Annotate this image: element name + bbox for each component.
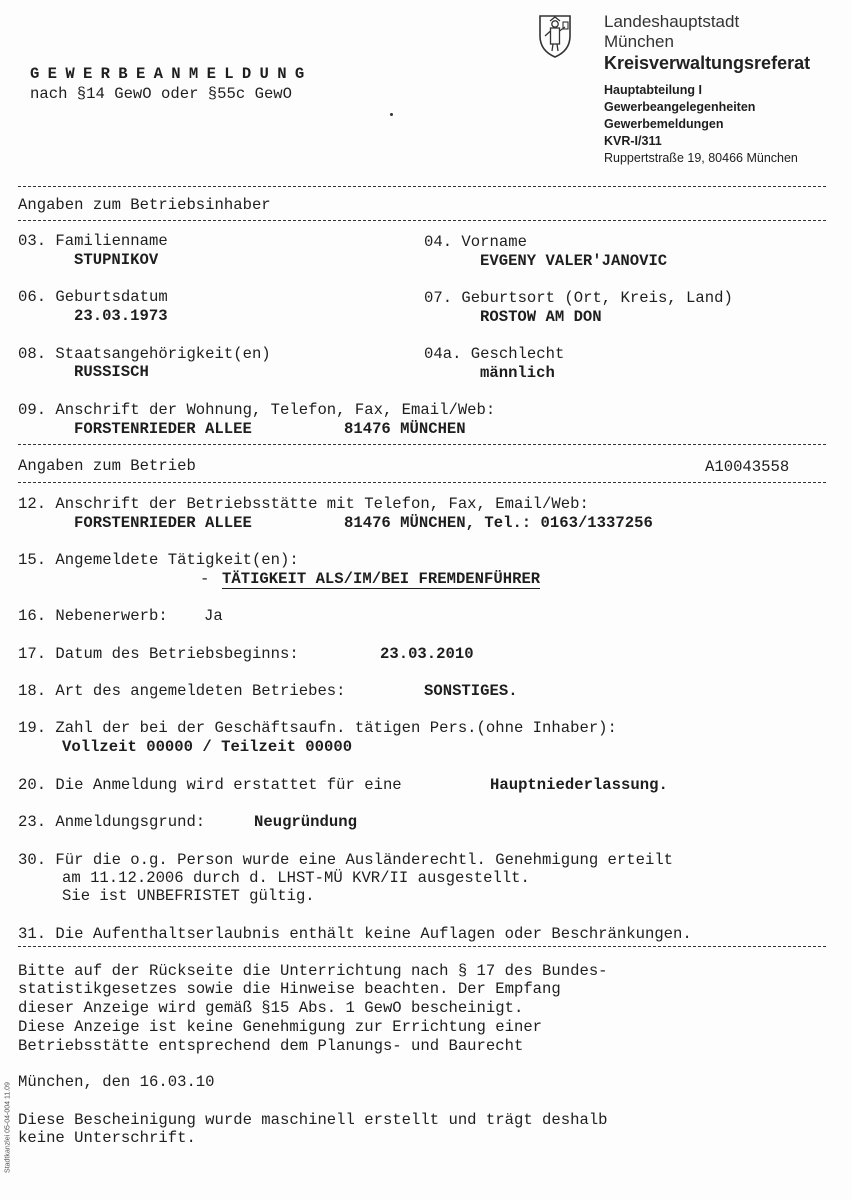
field-17-value: 23.03.2010: [380, 645, 474, 663]
ink-speck: [390, 113, 393, 116]
field-04a-value: männlich: [480, 364, 555, 382]
authority-code: KVR-I/311: [604, 134, 662, 148]
field-23-label: 23. Anmeldungsgrund:: [18, 813, 206, 831]
authority-name: Kreisverwaltungsreferat: [604, 53, 811, 73]
side-print-code: Stadtkanzlei 05-04-004 11.09: [4, 1082, 12, 1173]
authority-city-line2: München: [604, 32, 674, 51]
field-30-line2: am 11.12.2006 durch d. LHST-MÜ KVR/II ausgestellt.: [62, 869, 530, 887]
authority-city-line1: Landeshauptstadt: [604, 12, 740, 31]
field-18-label: 18. Art des angemeldeten Betriebes:: [18, 682, 346, 700]
field-18-value: SONSTIGES.: [424, 682, 518, 700]
field-06-label: 06. Geburtsdatum: [18, 288, 168, 306]
field-09-street: FORSTENRIEDER ALLEE: [74, 420, 252, 438]
business-section-title: Angaben zum Betrieb: [18, 457, 196, 475]
field-03-value: STUPNIKOV: [74, 251, 159, 269]
field-07-label: 07. Geburtsort (Ort, Kreis, Land): [424, 289, 733, 307]
business-reference-number: A10043558: [705, 458, 790, 476]
field-08-label: 08. Staatsangehörigkeit(en): [18, 345, 271, 363]
notice-line: Bitte auf der Rückseite die Unterrichtung nach § 17 des Bundes-: [18, 962, 608, 980]
field-17-label: 17. Datum des Betriebsbeginns:: [18, 645, 299, 663]
owner-section-title: Angaben zum Betriebsinhaber: [18, 196, 271, 214]
field-04-label: 04. Vorname: [424, 233, 527, 251]
document-title: GEWERBEANMELDUNG: [30, 65, 313, 83]
authority-address: Ruppertstraße 19, 80466 München: [604, 151, 798, 165]
separator-line: [18, 186, 826, 187]
authority-department: Hauptabteilung I: [604, 83, 702, 97]
field-16-value: Ja: [204, 607, 223, 625]
field-12-label: 12. Anschrift der Betriebsstätte mit Telefon, Fax, Email/Web:: [18, 495, 589, 513]
notice-line: statistikgesetzes sowie die Hinweise beachten. Der Empfang: [18, 980, 561, 998]
notice-line: Betriebsstätte entsprechend dem Planungs- und Baurecht: [18, 1037, 524, 1055]
field-09-label: 09. Anschrift der Wohnung, Telefon, Fax, Email/Web:: [18, 401, 496, 419]
separator-line: [18, 220, 826, 221]
field-03-label: 03. Familienname: [18, 232, 168, 250]
field-15-label: 15. Angemeldete Tätigkeit(en):: [18, 551, 299, 569]
separator-line: [18, 444, 826, 445]
field-04a-label: 04a. Geschlecht: [424, 345, 565, 363]
field-19-label: 19. Zahl der bei der Geschäftsaufn. tätigen Pers.(ohne Inhaber):: [18, 719, 617, 737]
field-07-value: ROSTOW AM DON: [480, 308, 602, 326]
field-31-line: 31. Die Aufenthaltserlaubnis enthält keine Auflagen oder Beschränkungen.: [18, 925, 692, 943]
field-08-value: RUSSISCH: [74, 363, 149, 381]
separator-line: [18, 482, 826, 483]
notice-line: dieser Anzeige wird gemäß §15 Abs. 1 GewO bescheinigt.: [18, 999, 524, 1017]
field-15-value: TÄTIGKEIT ALS/IM/BEI FREMDENFÜHRER: [222, 570, 541, 588]
place-and-date: München, den 16.03.10: [18, 1073, 215, 1091]
field-16-label: 16. Nebenerwerb:: [18, 607, 168, 625]
field-12-city-phone: 81476 MÜNCHEN, Tel.: 0163/1337256: [344, 514, 653, 532]
separator-line: [18, 946, 826, 947]
machine-generated-note: Diese Bescheinigung wurde maschinell erstellt und trägt deshalb: [18, 1111, 608, 1129]
field-30-line3: Sie ist UNBEFRISTET gültig.: [62, 887, 315, 905]
munich-kindl-coat-of-arms-icon: [538, 14, 572, 58]
notice-line: Diese Anzeige ist keine Genehmigung zur Errichtung einer: [18, 1018, 543, 1036]
field-12-street: FORSTENRIEDER ALLEE: [74, 514, 252, 532]
field-06-value: 23.03.1973: [74, 307, 168, 325]
document-subtitle: nach §14 GewO oder §55c GewO: [30, 85, 293, 103]
authority-unit: Gewerbemeldungen: [604, 117, 724, 131]
field-09-city: 81476 MÜNCHEN: [344, 420, 466, 438]
authority-division: Gewerbeangelegenheiten: [604, 100, 756, 114]
field-19-value: Vollzeit 00000 / Teilzeit 00000: [62, 738, 353, 756]
field-20-value: Hauptniederlassung.: [490, 776, 668, 794]
field-15-bullet: -: [200, 570, 210, 588]
field-30-line1: 30. Für die o.g. Person wurde eine Ausländerechtl. Genehmigung erteilt: [18, 851, 674, 869]
field-23-value: Neugründung: [254, 813, 357, 831]
field-04-value: EVGENY VALER'JANOVIC: [480, 252, 668, 270]
field-20-label: 20. Die Anmeldung wird erstattet für eine: [18, 776, 402, 794]
machine-generated-note: keine Unterschrift.: [18, 1129, 196, 1147]
